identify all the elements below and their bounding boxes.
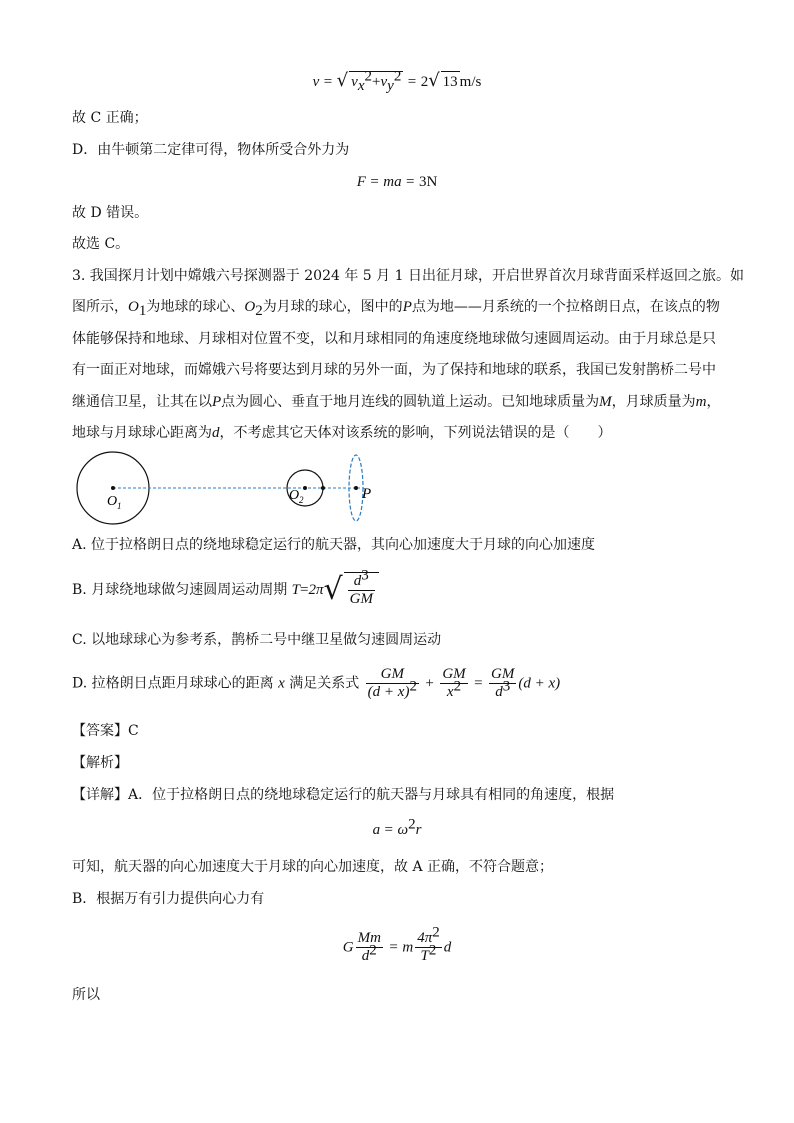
q3-p: P: [212, 394, 222, 410]
eq-v-unit: m/s: [459, 74, 482, 90]
eq-a-equals: =: [384, 822, 394, 838]
eq-v-equals-2: =: [407, 74, 417, 90]
option-c: C. 以地球球心为参考系，鹊桥二号中继卫星做匀速圆周运动: [72, 632, 442, 648]
moon-edge-dot: [321, 486, 325, 490]
q3-p: P: [402, 299, 412, 315]
eq-v-vy-sub: y: [387, 77, 394, 94]
eq-v-vx: v: [351, 74, 358, 90]
eq-g-num2-sup: 2: [432, 924, 440, 941]
q3-text: 地球与月球球心距离为: [72, 425, 212, 441]
o2-dot: [303, 486, 307, 490]
option-d-eq: =: [474, 675, 483, 692]
eq-f-equals: =: [370, 174, 379, 190]
analysis-heading: 【解析】: [72, 755, 128, 771]
option-d-tail: (d + x): [518, 675, 561, 692]
eq-v-vy-sup: 2: [393, 68, 402, 85]
option-d-plus: +: [425, 675, 434, 692]
eq-g-num2: 4π: [417, 930, 433, 946]
option-b-fraction: [348, 567, 375, 608]
eq-a-omega: ω: [397, 822, 409, 838]
option-a: A. 位于拉格朗日点的绕地球稳定运行的航天器，其向心加速度大于月球的向心加速度: [72, 537, 596, 553]
text-d-wrong: 故 D 错误。: [72, 205, 149, 221]
q3-text: ，不考虑其它天体对该系统的影响，下列说法错误的是（ ）: [219, 425, 612, 441]
q3-o1: O: [128, 299, 139, 315]
option-d-f1-num: GM: [366, 666, 419, 684]
eq-v-plus: +: [372, 74, 381, 90]
option-b-radicand: [344, 567, 379, 608]
eq-g-den: d: [361, 948, 370, 964]
eq-g-den2: T: [420, 948, 429, 964]
o1-label: O: [107, 494, 118, 509]
option-d-frac-3: $\frac{GM}{d^3}$: [491, 666, 515, 700]
eq-v-vx-sup: 2: [364, 68, 372, 85]
option-b-T: T: [291, 582, 300, 598]
question-3-line-5: [72, 392, 721, 412]
o2-label: O: [289, 488, 300, 503]
option-b: [72, 567, 379, 608]
o2-sub-label: 2: [299, 495, 304, 505]
text-therefore: 所以: [72, 987, 100, 1003]
eq-v-radicand: [349, 68, 403, 94]
option-b-2pi: 2π: [308, 582, 324, 598]
option-d-text-2: 满足关系式: [289, 675, 360, 692]
text-choose-c: 故选 C。: [72, 236, 130, 252]
eq-g-equals: =: [389, 939, 398, 956]
q3-text: ，月球质量为: [611, 394, 696, 410]
question-3-line-4: 有一面正对地球，而嫦娥六号将要达到月球的另外一面，为了保持和地球的联系，我国已发射鹊桥二号中: [72, 362, 716, 378]
equation-acceleration: [0, 816, 794, 840]
eq-f-val: 3N: [418, 174, 438, 190]
o1-dot: [111, 486, 115, 490]
q3-m: m: [695, 394, 707, 410]
eq-v-coef: 2: [420, 74, 429, 90]
option-d-frac-2: $\frac{GM}{x^2}$: [442, 666, 466, 700]
equation-velocity: [0, 68, 794, 94]
option-d-f3-den: d: [495, 684, 503, 700]
o1-sub-label: 1: [117, 501, 122, 511]
option-b-eq: =: [300, 582, 309, 598]
earth-moon-figure: [60, 448, 390, 528]
eq-v-13: 13: [442, 74, 458, 90]
q3-o2-sub: 2: [255, 302, 263, 319]
text-b-gravity: B．根据万有引力提供向心力有: [72, 891, 265, 907]
option-d-frac-1: $\frac{GM}{(d + x)^2}$: [367, 666, 417, 700]
q3-o1-sub: 1: [138, 302, 147, 319]
q3-text: 点为地——月系统的一个拉格朗日点，在该点的物: [411, 299, 720, 315]
q3-d: d: [212, 425, 220, 441]
q3-text: 图所示，: [72, 299, 128, 315]
option-d-f1-den: (d + x): [367, 684, 410, 700]
eq-g-G: G: [342, 939, 354, 956]
eq-a-r: r: [415, 822, 422, 838]
text-d-newton: D．由牛顿第二定律可得，物体所受合外力为: [72, 142, 350, 158]
option-d: [72, 666, 560, 701]
eq-v-lhs: v: [312, 74, 320, 90]
text-c-correct: 故 C 正确；: [72, 110, 148, 126]
question-3-line-3: 体能够保持和地球、月球相对位置不变，以和月球相同的角速度绕地球做匀速圆周运动。由于月球总是只: [72, 331, 716, 347]
equation-force: [0, 172, 794, 192]
eq-g-m: m: [402, 939, 414, 956]
eq-g-frac-2: [415, 924, 442, 965]
eq-f-equals-2: =: [406, 174, 415, 190]
sqrt-icon: √: [323, 572, 343, 607]
option-d-f3-num: GM: [491, 666, 515, 682]
eq-g-d: d: [443, 939, 452, 956]
q3-o2: O: [244, 299, 256, 315]
eq-f-ma: ma: [383, 174, 402, 190]
option-b-num: d: [353, 573, 362, 589]
question-3-line-6: [72, 423, 612, 443]
q3-text: 点为圆心、垂直于地月连线的圆轨道上运动。已知地球质量为: [221, 394, 600, 410]
sqrt-icon: √: [336, 70, 349, 91]
question-3-line-2: [72, 297, 720, 317]
option-d-x: x: [278, 675, 285, 692]
eq-v-vx-sub: x: [357, 77, 365, 94]
q3-text: 继通信卫星，让其在以: [72, 394, 212, 410]
option-b-text: B. 月球绕地球做匀速圆周运动周期: [72, 582, 288, 598]
question-3-line-1: 3. 我国探月计划中嫦娥六号探测器于 2024 年 5 月 1 日出征月球，开启世界首次月球背面采样返回之旅。如: [72, 268, 744, 284]
q3-M: M: [599, 394, 612, 410]
option-d-f2-den: x: [446, 684, 454, 700]
sqrt-icon: √: [428, 70, 440, 91]
eq-a-lhs: a: [372, 822, 381, 838]
q3-text: ，: [706, 394, 721, 410]
eq-g-num: Mm: [357, 930, 381, 946]
option-d-f2-num: GM: [442, 666, 466, 682]
text-a-correct: 可知，航天器的向心加速度大于月球的向心加速度，故 A 正确，不符合题意；: [72, 859, 554, 875]
p-label: P: [362, 486, 372, 502]
eq-g-den2-sup: 2: [428, 942, 437, 959]
q3-text: 为地球的球心、: [146, 299, 245, 315]
eq-v-vy: v: [380, 74, 388, 90]
detail-a: 【详解】A．位于拉格朗日点的绕地球稳定运行的航天器与月球具有相同的角速度，根据: [72, 787, 615, 803]
p-dot: [354, 486, 358, 490]
equation-gravity: [0, 924, 794, 965]
eq-g-frac-1: [356, 930, 383, 965]
option-b-den: GM: [349, 591, 373, 607]
eq-g-den-sup: 2: [369, 942, 377, 959]
eq-a-sup: 2: [408, 816, 416, 833]
eq-v-equals: =: [323, 74, 333, 90]
option-d-text: D. 拉格朗日点距月球球心的距离: [72, 675, 274, 692]
eq-f-lhs: F: [356, 174, 366, 190]
q3-text: 为月球的球心，图中的: [262, 299, 403, 315]
answer-line: 【答案】C: [72, 723, 139, 739]
option-b-num-sup: 3: [361, 567, 369, 584]
